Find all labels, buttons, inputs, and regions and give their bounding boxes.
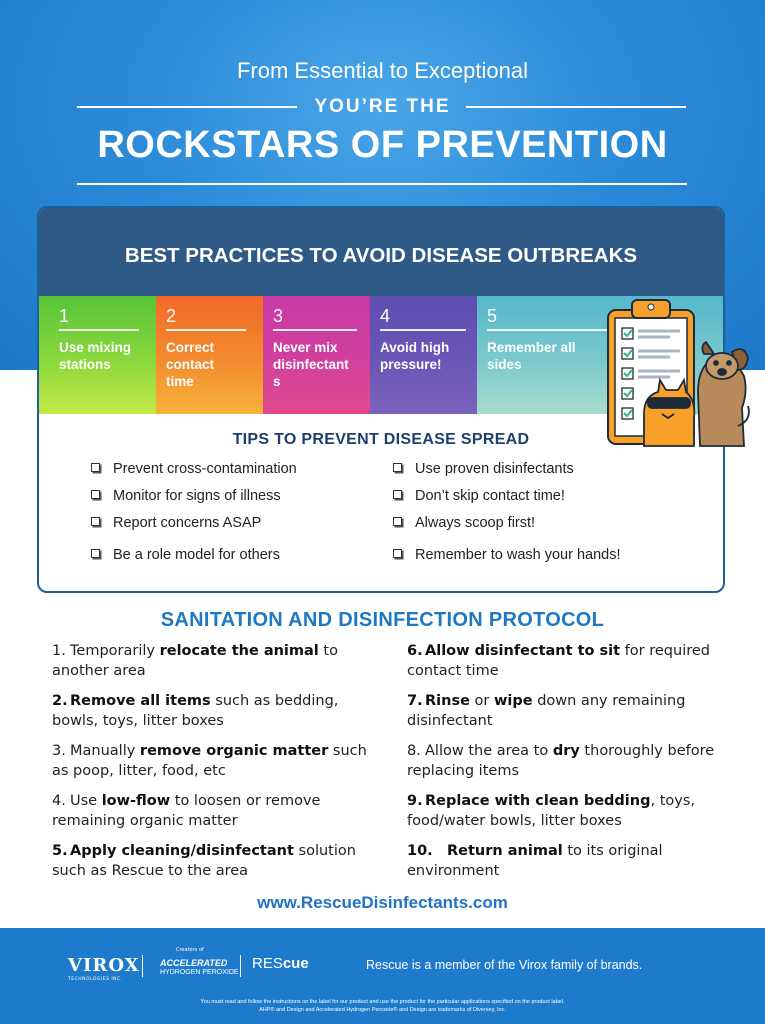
checkbox-icon — [393, 517, 402, 526]
checkbox-icon — [393, 490, 402, 499]
step-emphasis: Return animal — [447, 843, 563, 859]
hero-rule-right — [466, 106, 686, 108]
best-practices-title: BEST PRACTICES TO AVOID DISEASE OUTBREAKS — [124, 244, 638, 267]
protocol-step-1 — [52, 641, 372, 681]
practice-step-number: 1 — [59, 306, 70, 326]
hero-title: ROCKSTARS OF PREVENTION — [97, 124, 668, 166]
dog-icon — [698, 342, 749, 446]
step-emphasis: Apply cleaning/disinfectant — [70, 843, 294, 859]
step-text: or — [469, 693, 494, 709]
tip-item — [393, 547, 621, 563]
protocol-step-7 — [407, 691, 727, 731]
checkbox-icon — [91, 490, 100, 499]
step-text: , toys, food/water bowls, litter boxes — [407, 793, 696, 829]
step-text: to another area — [52, 643, 338, 679]
footer-divider — [142, 955, 143, 977]
tip-item — [393, 488, 565, 504]
tip-item — [393, 515, 535, 531]
step-number: 5. — [52, 843, 68, 859]
rescue-logo-part: cue — [282, 955, 309, 972]
ahp-creators-label: Creators of — [176, 947, 204, 953]
practice-step-label: Use mixing stations — [59, 340, 132, 372]
practice-step-3 — [263, 296, 370, 414]
step-emphasis: remove organic matter — [139, 743, 329, 759]
practice-step-label: Remember all sides — [487, 340, 576, 372]
checkbox-icon — [91, 463, 100, 472]
tip-item — [91, 488, 281, 504]
step-emphasis: Rinse — [425, 693, 470, 709]
practice-step-1 — [39, 296, 156, 414]
protocol-step-8 — [407, 741, 727, 781]
step-emphasis: low-flow — [101, 793, 171, 809]
practice-step-2 — [156, 296, 263, 414]
checkbox-icon — [393, 463, 402, 472]
footer-divider — [240, 955, 241, 977]
member-statement: Rescue is a member of the Virox family of brands. — [366, 958, 643, 972]
practice-step-label-line3: s — [273, 374, 281, 389]
protocol-step-5 — [52, 841, 372, 881]
ahp-logo-line2: HYDROGEN PEROXIDE — [160, 969, 239, 976]
step-text: thoroughly before replacing items — [407, 743, 715, 779]
protocol-step-10 — [407, 841, 727, 881]
step-emphasis: dry — [552, 743, 580, 759]
tip-item — [91, 461, 297, 477]
protocol-step-4 — [52, 791, 372, 831]
practice-step-label-line2: disinfectant — [273, 357, 349, 372]
step-number: 3. — [52, 743, 66, 759]
practice-step-divider — [273, 329, 357, 331]
step-text: down any remaining disinfectant — [407, 693, 686, 729]
step-number: 7. — [407, 693, 423, 709]
step-text: such as poop, litter, food, etc — [52, 743, 367, 779]
checkbox-icon — [91, 549, 100, 558]
practice-step-label: Avoid high pressure! — [380, 340, 450, 372]
step-number: 6. — [407, 643, 423, 659]
step-emphasis: relocate the animal — [159, 643, 319, 659]
protocol-title: SANITATION AND DISINFECTION PROTOCOL — [160, 609, 605, 631]
step-text: to its original environment — [407, 843, 663, 879]
step-text: such as bedding, bowls, toys, litter boxes — [52, 693, 339, 729]
protocol-step-6 — [407, 641, 727, 681]
step-number: 1. — [52, 643, 66, 659]
protocol-step-3 — [52, 741, 372, 781]
step-number: 4. — [52, 793, 66, 809]
practice-step-divider — [487, 329, 607, 331]
tip-text: Prevent cross-contamination — [113, 461, 297, 477]
step-text: Temporarily — [70, 643, 160, 659]
tip-text: Remember to wash your hands! — [415, 547, 621, 563]
protocol-step-2 — [52, 691, 372, 731]
ahp-logo-line1: ACCELERATED — [160, 958, 228, 968]
step-number: 8. — [407, 743, 421, 759]
tip-text: Report concerns ASAP — [113, 515, 262, 531]
step-emphasis: Replace with clean bedding — [425, 793, 651, 809]
step-text: solution such as Rescue to the area — [52, 843, 356, 879]
checkbox-icon — [393, 549, 402, 558]
tip-text: Monitor for signs of illness — [113, 488, 281, 504]
step-emphasis: wipe — [494, 693, 533, 709]
step-emphasis: Allow disinfectant to sit — [425, 643, 621, 659]
clipboard-pets-illustration — [604, 296, 752, 452]
step-text: Use — [70, 793, 102, 809]
legal-disclaimer — [0, 998, 765, 1014]
hero-rule-bottom — [77, 183, 687, 185]
practice-step-divider — [380, 329, 466, 331]
practice-step-number: 5 — [487, 306, 498, 326]
step-number: 2. — [52, 693, 68, 709]
practice-step-label — [273, 339, 369, 390]
tip-text: Always scoop first! — [415, 515, 536, 531]
practice-step-divider — [166, 329, 246, 331]
tip-item — [91, 547, 280, 563]
virox-logo-subtitle: TECHNOLOGIES INC. — [68, 977, 123, 982]
legal-line: AHP® and Design and Accelerated Hydrogen Peroxide® and Design are trademarks of Diversey, Inc. — [259, 1007, 506, 1013]
practice-step-number: 2 — [166, 306, 177, 326]
step-emphasis: Remove all items — [70, 693, 211, 709]
tip-text: Be a role model for others — [113, 547, 280, 563]
rescue-logo-part: RES — [252, 955, 283, 972]
footer — [0, 928, 765, 1024]
step-text: Manually — [70, 743, 140, 759]
step-number: 9. — [407, 793, 423, 809]
tip-item — [393, 461, 574, 477]
practice-step-number: 3 — [273, 306, 284, 326]
practice-step-divider — [59, 329, 139, 331]
rescue-logo — [252, 955, 309, 972]
tips-title: TIPS TO PREVENT DISEASE SPREAD — [232, 431, 530, 448]
best-practices-header — [39, 208, 723, 296]
hero-eyebrow: YOU’RE THE — [314, 96, 451, 117]
practice-step-4 — [370, 296, 477, 414]
website-link[interactable]: www.RescueDisinfectants.com — [257, 893, 508, 912]
hero-subtitle: From Essential to Exceptional — [236, 58, 529, 83]
tip-text: Use proven disinfectants — [415, 461, 574, 477]
legal-line: You must read and follow the instructions on the label for our product and use the product for the particular applications specified on the product label. — [200, 999, 565, 1005]
step-text: for required contact time — [407, 643, 710, 679]
checkbox-icon — [91, 517, 100, 526]
step-text: Allow the area to — [425, 743, 553, 759]
tip-item — [91, 515, 261, 531]
tip-text: Don’t skip contact time! — [415, 488, 565, 504]
practice-step-label-line1: Never mix — [273, 340, 338, 355]
practice-step-label: Correct contact time — [166, 340, 215, 389]
practice-step-number: 4 — [380, 306, 391, 326]
step-text: to loosen or remove remaining organic matter — [52, 793, 321, 829]
step-number: 10. — [407, 843, 433, 859]
protocol-step-9 — [407, 791, 727, 831]
virox-logo: VIROX — [68, 955, 140, 976]
